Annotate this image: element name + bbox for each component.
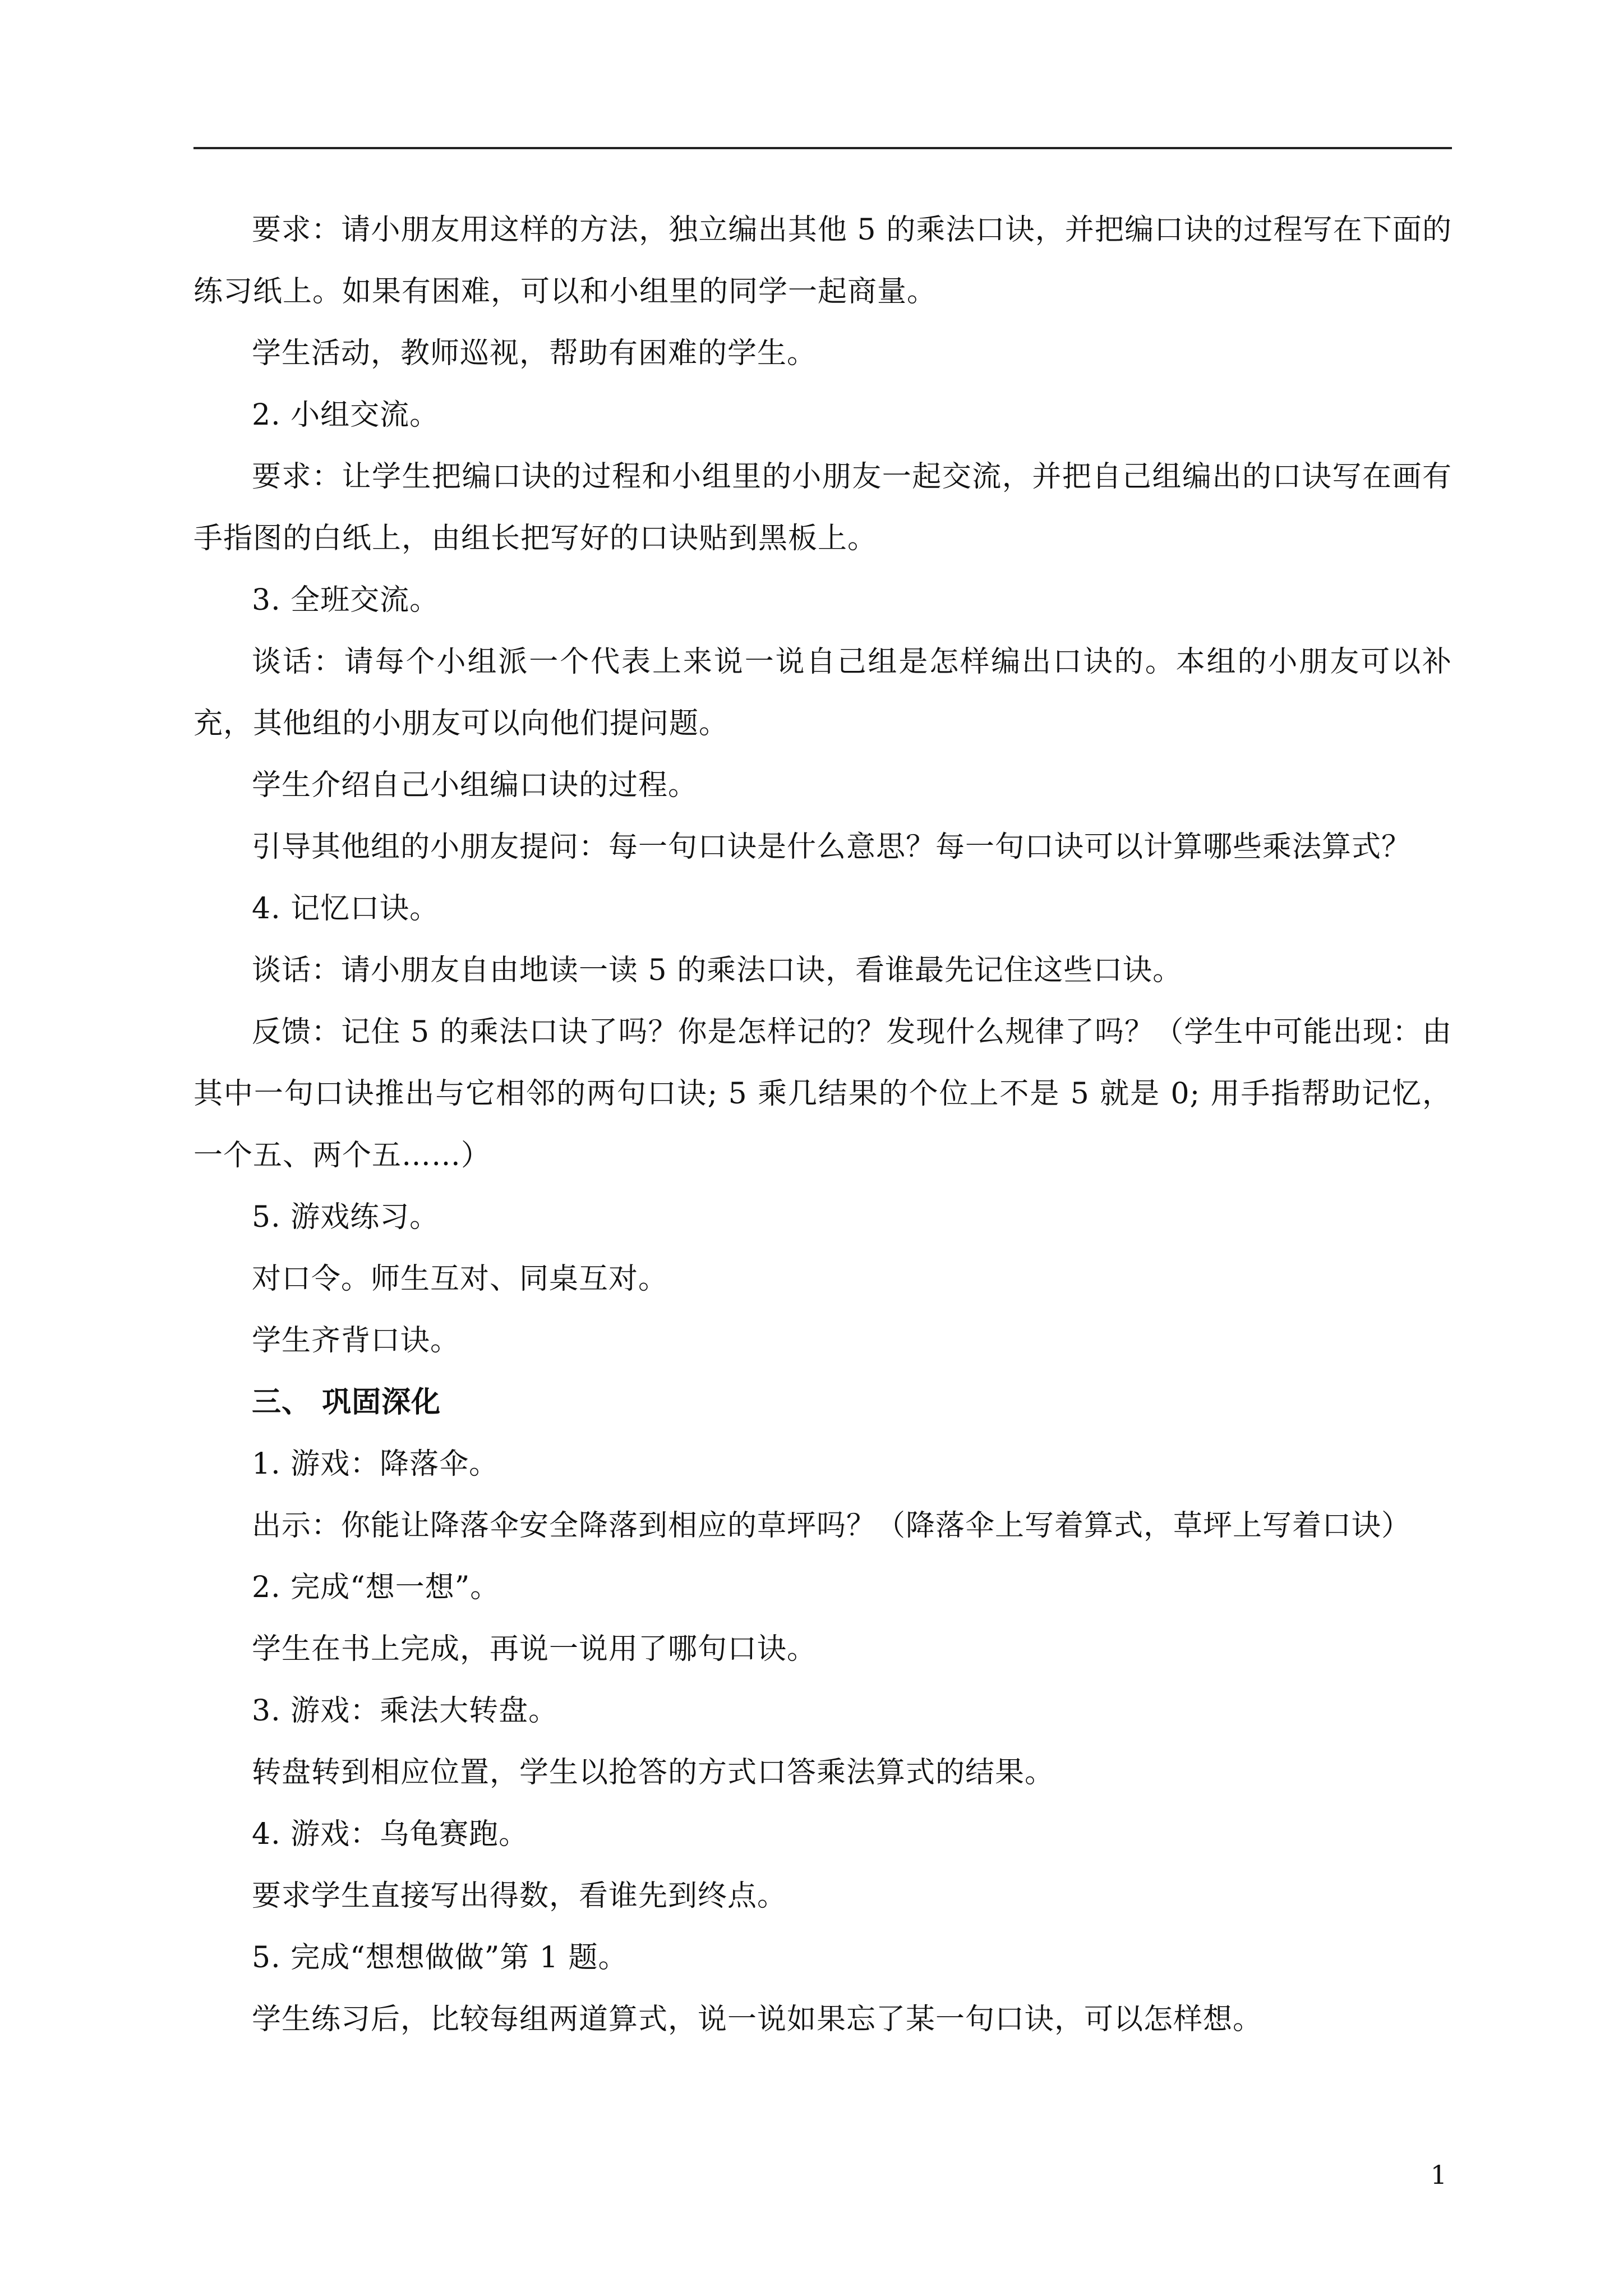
paragraph: 引导其他组的小朋友提问：每一句口诀是什么意思？每一句口诀可以计算哪些乘法算式？ (252, 830, 1412, 864)
paragraph: 谈话：请小朋友自由地读一读 5 的乘法口诀，看谁最先记住这些口诀。 (252, 954, 1183, 987)
paragraph: 要求：让学生把编口诀的过程和小组里的小朋友一起交流，并把自己组编出的口诀写在画有手指图的白纸上，由组长把写好的口诀贴到黑板上。 (193, 460, 1452, 555)
paragraph: 反馈：记住 5 的乘法口诀了吗？你是怎样记的？发现什么规律了吗？（学生中可能出现：由其中一句口诀推出与它相邻的两句口诀; 5 乘几结果的个位上不是 5 就是 0; 用手指帮助记忆，一个五、两个五……） (193, 1015, 1452, 1172)
paragraph: 3. 全班交流。 (252, 583, 440, 617)
paragraph: 5. 游戏练习。 (252, 1200, 440, 1234)
header-rule (193, 147, 1452, 149)
paragraph: 要求学生直接写出得数，看谁先到终点。 (252, 1879, 787, 1913)
paragraph: 出示：你能让降落伞安全降落到相应的草坪吗？（降落伞上写着算式，草坪上写着口诀） (252, 1509, 1412, 1543)
paragraph: 要求：请小朋友用这样的方法，独立编出其他 5 的乘法口诀，并把编口诀的过程写在下面的练习纸上。如果有困难，可以和小组里的同学一起商量。 (193, 213, 1452, 309)
paragraph: 5. 完成“想想做做”第 1 题。 (252, 1941, 628, 1975)
paragraph: 对口令。师生互对、同桌互对。 (252, 1262, 668, 1296)
section-heading: 三、 巩固深化 (252, 1385, 441, 1419)
paragraph: 3. 游戏：乘法大转盘。 (252, 1694, 559, 1728)
paragraph: 学生在书上完成，再说一说用了哪句口诀。 (252, 1632, 817, 1666)
paragraph: 学生练习后，比较每组两道算式，说一说如果忘了某一句口诀，可以怎样想。 (252, 2003, 1263, 2036)
paragraph: 学生活动，教师巡视，帮助有困难的学生。 (252, 337, 817, 370)
paragraph: 转盘转到相应位置，学生以抢答的方式口答乘法算式的结果。 (252, 1756, 1055, 1789)
paragraph: 学生介绍自己小组编口诀的过程。 (252, 769, 698, 802)
paragraph: 4. 记忆口诀。 (252, 892, 440, 926)
paragraph: 4. 游戏：乌龟赛跑。 (252, 1818, 529, 1851)
paragraph: 1. 游戏：降落伞。 (252, 1447, 499, 1481)
paragraph: 2. 小组交流。 (252, 398, 440, 432)
paragraph: 谈话：请每个小组派一个代表上来说一说自己组是怎样编出口诀的。本组的小朋友可以补充，其他组的小朋友可以向他们提问题。 (193, 645, 1452, 740)
page-number: 1 (1430, 2160, 1447, 2190)
paragraph: 2. 完成“想一想”。 (252, 1571, 500, 1604)
document-body (193, 199, 1452, 2050)
paragraph: 学生齐背口诀。 (252, 1324, 460, 1358)
